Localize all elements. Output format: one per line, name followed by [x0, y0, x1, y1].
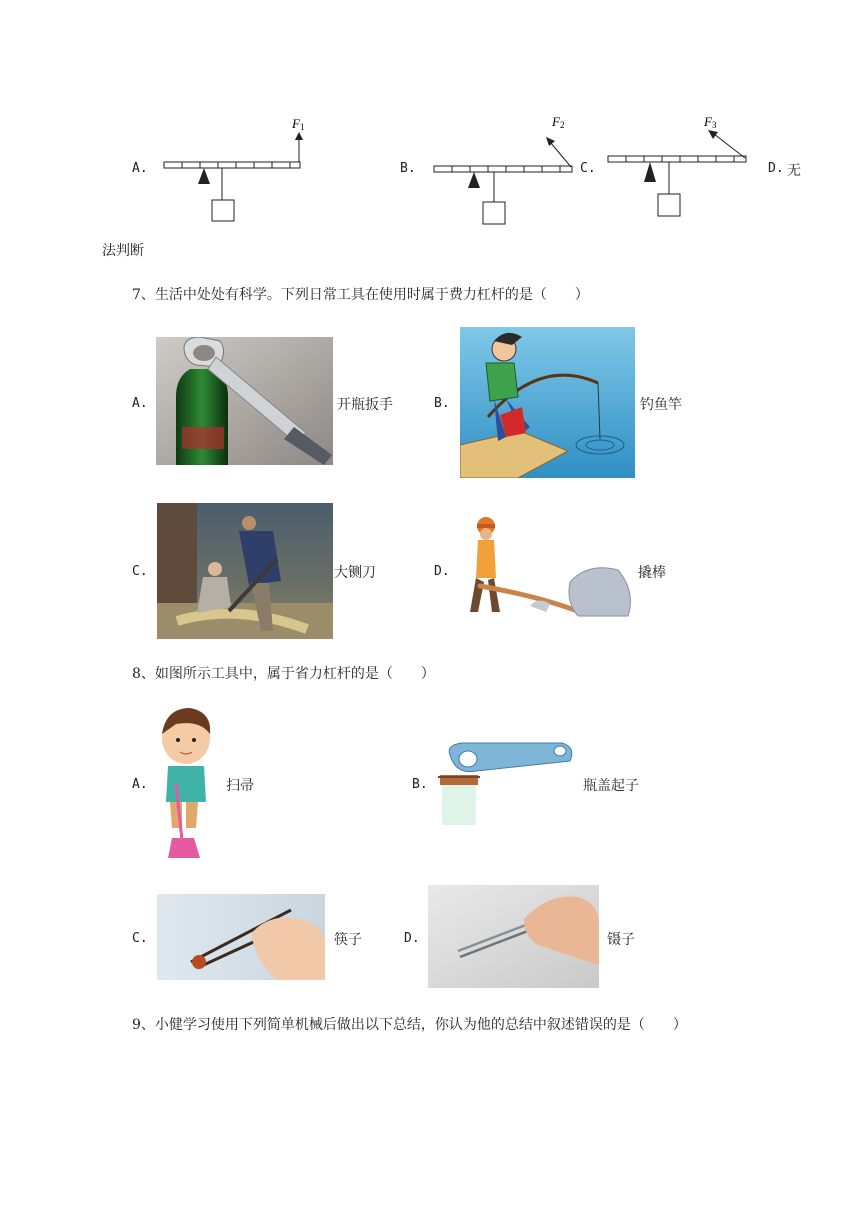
q7-option-c-letter: C. — [132, 564, 148, 579]
q6-option-c-letter: C. — [580, 161, 596, 176]
force-label-sub: 1 — [300, 122, 305, 132]
q7-option-d-letter: D. — [434, 564, 450, 579]
q7-option-c-caption: 大铡刀 — [334, 565, 376, 581]
force-label-sub: 2 — [560, 120, 565, 130]
q7-option-b-caption: 钓鱼竿 — [640, 397, 682, 413]
q8-option-c-letter: C. — [132, 931, 148, 946]
q6-lever-diagram-a — [160, 112, 310, 224]
q6-option-b-letter: B. — [400, 161, 416, 176]
q6-option-d-text: 无 — [787, 163, 801, 179]
q7-stem: 7、生活中处处有科学。下列日常工具在使用时属于费力杠杆的是（ ） — [132, 287, 589, 303]
bottle-cap-opener-illustration — [436, 739, 576, 825]
chopsticks-photo — [157, 894, 325, 980]
q8-stem: 8、如图所示工具中，属于省力杠杆的是（ ） — [132, 666, 435, 682]
q6-option-d-text-continued: 法判断 — [102, 243, 144, 259]
q6-option-a-letter: A. — [132, 161, 148, 176]
force-label-f: F — [552, 114, 560, 129]
force-label-f: F — [292, 116, 300, 131]
q6-lever-diagram-c — [604, 110, 754, 222]
q6-lever-diagram-b — [428, 112, 578, 230]
tweezers-photo — [428, 885, 599, 988]
q7-option-d-caption: 撬棒 — [638, 565, 666, 581]
q7-option-a-caption: 开瓶扳手 — [337, 397, 393, 413]
q8-option-d-caption: 镊子 — [607, 932, 635, 948]
q8-option-b-caption: 瓶盖起子 — [583, 778, 639, 794]
q8-option-a-letter: A. — [132, 777, 148, 792]
q7-option-a-letter: A. — [132, 396, 148, 411]
q8-option-b-letter: B. — [412, 777, 428, 792]
q8-option-c-caption: 筷子 — [334, 932, 362, 948]
q6-option-d-letter: D. — [768, 161, 784, 176]
q8-option-a-caption: 扫帚 — [226, 778, 254, 794]
force-label-sub: 3 — [712, 120, 717, 130]
q7-option-b-letter: B. — [434, 396, 450, 411]
q8-option-d-letter: D. — [404, 931, 420, 946]
bottle-opener-photo — [156, 337, 333, 465]
boy-with-broom-illustration — [152, 704, 218, 860]
fishing-rod-illustration — [460, 327, 635, 478]
crowbar-illustration — [458, 512, 636, 622]
fodder-chopper-photo — [157, 503, 333, 639]
q9-stem: 9、小健学习使用下列简单机械后做出以下总结，你认为他的总结中叙述错误的是（ ） — [132, 1017, 687, 1033]
force-label-f: F — [704, 114, 712, 129]
